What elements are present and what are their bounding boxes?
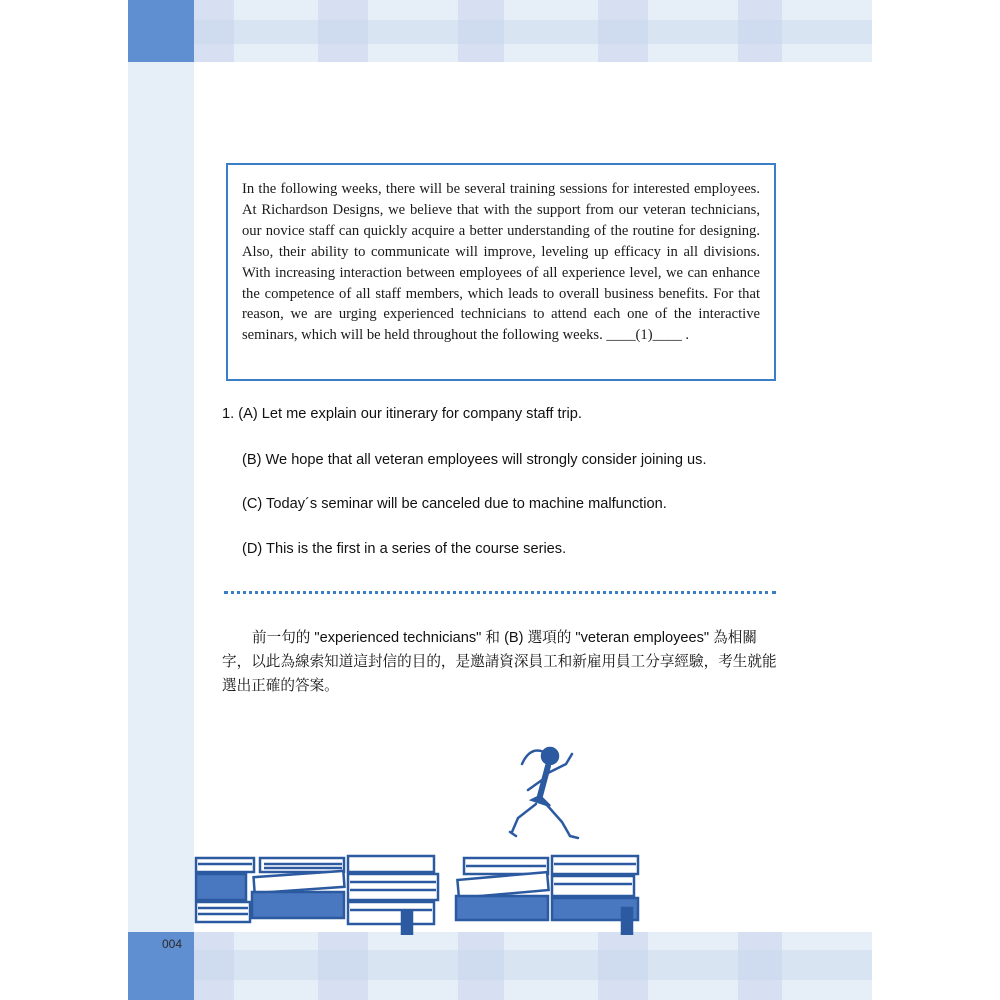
runner-on-books-illustration bbox=[194, 740, 654, 935]
question-number: 1. bbox=[222, 406, 235, 422]
dotted-divider bbox=[224, 591, 776, 594]
option-d bbox=[242, 541, 566, 557]
option-c bbox=[242, 496, 667, 512]
spine-bottom bbox=[128, 932, 194, 1000]
option-c-text: (C) Today´s seminar will be canceled due to machine malfunction. bbox=[242, 496, 667, 512]
passage-text: In the following weeks, there will be several training sessions for interested employees. At Richardson Designs, we believe that with the support from our veteran technicians, our novice staff can quickly acquire a better understanding of the routine for designing. Also, their ability to communicate will improve, leveling up efficacy in all divisions. With increasing interaction between employees of all experience level, we can enhance the competence of all staff members, which leads to overall business benefits. For that reason, we are urging experienced technicians to attend each one of the interactive seminars, which will be held throughout the following weeks. ____(1)____ . bbox=[242, 181, 760, 344]
spine-top bbox=[128, 0, 194, 62]
question-1-option-a bbox=[222, 406, 582, 422]
option-b bbox=[242, 452, 707, 468]
option-d-text: (D) This is the first in a series of the course series. bbox=[242, 541, 567, 557]
option-b-text: (B) We hope that all veteran employees will strongly consider joining us. bbox=[242, 452, 707, 468]
passage-box bbox=[226, 163, 776, 381]
page-number: 004 bbox=[162, 937, 183, 951]
explanation-text: 前一句的 "experienced technicians" 和 (B) 選項的 "veteran employees" 為相關字，以此為線索知道這封信的目的，是邀請資深員工和新雇用員工分享經驗，考生就能選出正確的答案。 bbox=[222, 630, 777, 694]
option-a-text: (A) Let me explain our itinerary for company staff trip. bbox=[238, 406, 582, 422]
